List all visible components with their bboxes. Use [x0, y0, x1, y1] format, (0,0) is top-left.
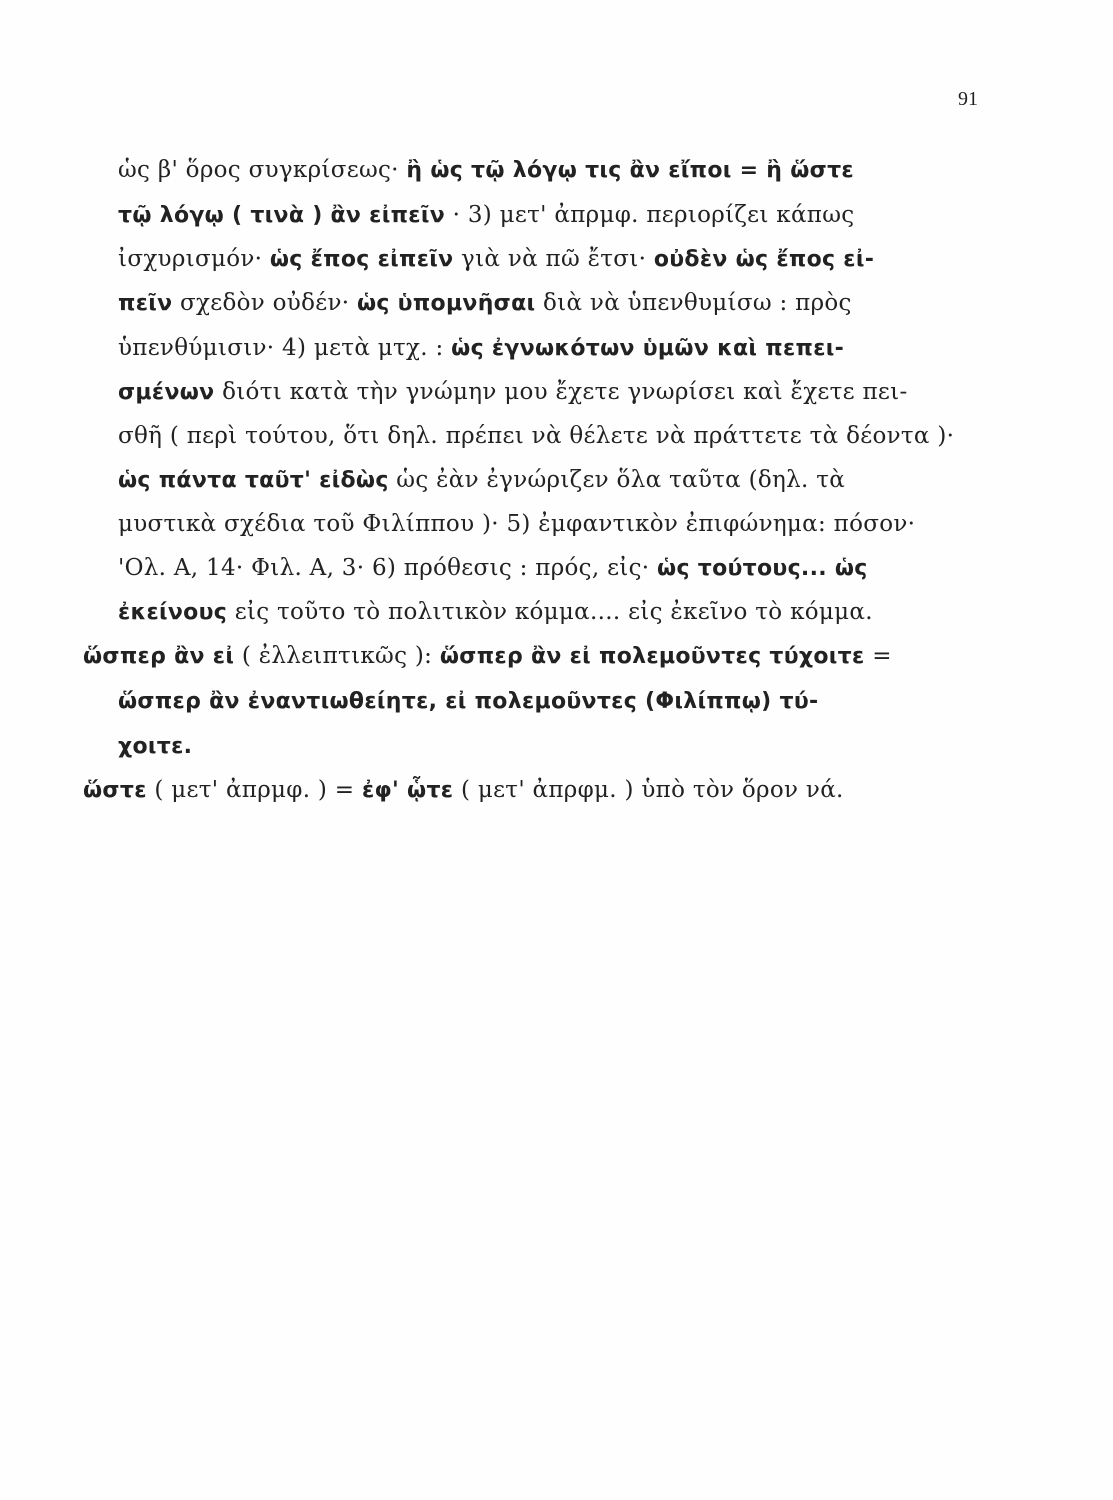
- text-line-5: ὑπενθύμισιν· 4) μετὰ μτχ. : ὡς ἐγνωκότων ὑμῶν καὶ πεπει-: [118, 335, 845, 361]
- text-line-1: ὡς β' ὅρος συγκρίσεως· ἢ ὡς τῷ λόγῳ τις ἂν εἴποι = ἢ ὥστε: [118, 157, 854, 183]
- text-line-3: ἰσχυρισμόν· ὡς ἔπος εἰπεῖν γιὰ νὰ πῶ ἔτσι· οὐδὲν ὡς ἔπος εἰ-: [118, 246, 875, 272]
- text-line-14: χοιτε.: [118, 734, 193, 759]
- text-line-6: σμένων διότι κατὰ τὴν γνώμην μου ἔχετε γνωρίσει καὶ ἔχετε πει-: [118, 379, 908, 405]
- text-line-8: ὡς πάντα ταῦτ' εἰδὼς ὡς ἐὰν ἐγνώριζεν ὅλα ταῦτα (δηλ. τὰ: [118, 467, 846, 493]
- text-line-9: μυστικὰ σχέδια τοῦ Φιλίππου )· 5) ἐμφαντικὸν ἐπιφώνημα: πόσον·: [118, 511, 916, 537]
- text-line-13: ὥσπερ ἂν ἐναντιωθείητε, εἰ πολεμοῦντες (Φιλίππῳ) τύ-: [118, 689, 819, 714]
- text-line-10: 'Ολ. Α, 14· Φιλ. Α, 3· 6) πρόθεσις : πρός, εἰς· ὡς τούτους... ὡς: [118, 555, 868, 581]
- page-number: 91: [958, 88, 978, 110]
- text-line-7: σθῆ ( περὶ τούτου, ὅτι δηλ. πρέπει νὰ θέλετε νὰ πράττετε τὰ δέοντα )·: [118, 423, 955, 449]
- text-line-12: ὥσπερ ἂν εἰ ( ἐλλειπτικῶς ): ὥσπερ ἂν εἰ πολεμοῦντες τύχοιτε =: [83, 643, 892, 669]
- text-line-4: πεῖν σχεδὸν οὐδέν· ὡς ὑπομνῆσαι διὰ νὰ ὑπενθυμίσω : πρὸς: [118, 290, 852, 316]
- text-line-2: τῷ λόγῳ ( τινὰ ) ἂν εἰπεῖν · 3) μετ' ἀπρμφ. περιορίζει κάπως: [118, 202, 855, 228]
- text-line-15: ὥστε ( μετ' ἀπρμφ. ) = ἐφ' ᾧτε ( μετ' ἀπρφμ. ) ὑπὸ τὸν ὅρον νά.: [83, 777, 844, 803]
- text-line-11: ἐκείνους εἰς τοῦτο τὸ πολιτικὸν κόμμα.... εἰς ἐκεῖνο τὸ κόμμα.: [118, 599, 873, 625]
